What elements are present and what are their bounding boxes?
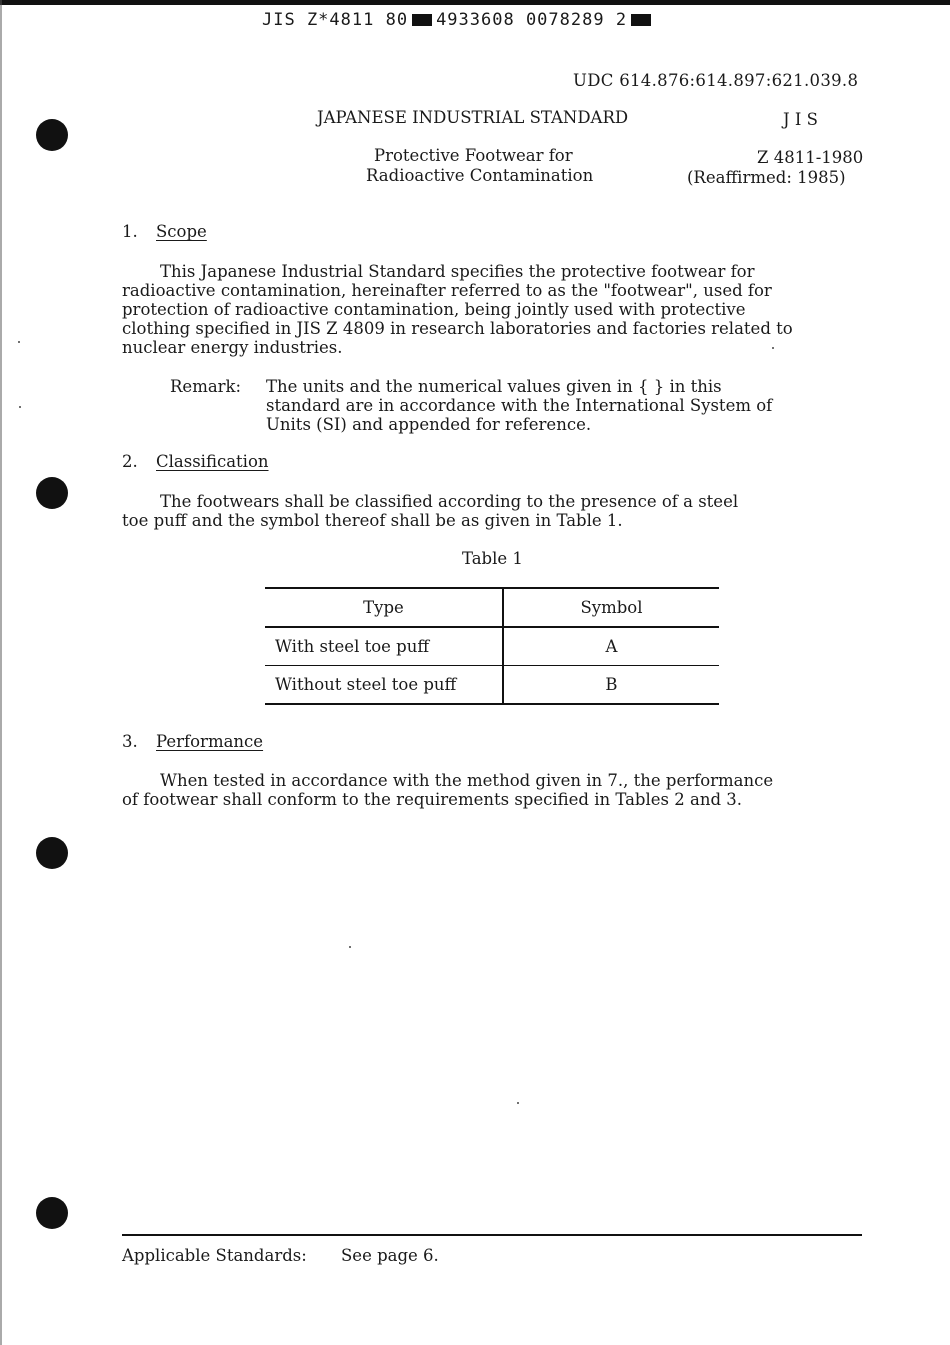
table-cell-type: Without steel toe puff — [265, 666, 503, 705]
punch-hole — [36, 119, 68, 151]
table-header-symbol: Symbol — [503, 588, 719, 627]
table-header-type: Type — [265, 588, 503, 627]
standard-type: JAPANESE INDUSTRIAL STANDARD — [317, 108, 629, 127]
section-2-number: 2. — [122, 452, 138, 471]
punch-hole — [36, 1197, 68, 1229]
table-header-row — [265, 588, 719, 627]
section-1-title: Scope — [156, 222, 207, 241]
table-cell-symbol: A — [503, 627, 719, 666]
section-2-title: Classification — [156, 452, 269, 471]
redaction-block — [631, 14, 651, 26]
title-line-1: Protective Footwear for — [374, 146, 573, 165]
scan-speck — [19, 406, 21, 408]
remark-label: Remark: — [170, 377, 242, 396]
scope-line-1: This Japanese Industrial Standard specifies the protective footwear for — [160, 262, 755, 281]
scope-line-5: nuclear energy industries. — [122, 338, 343, 357]
standard-number: Z 4811-1980 — [757, 148, 864, 167]
redaction-block — [412, 14, 432, 26]
footer-label: Applicable Standards: — [122, 1246, 307, 1265]
table-row — [265, 627, 719, 666]
punch-hole — [36, 837, 68, 869]
table-1-caption: Table 1 — [462, 549, 523, 568]
performance-line-1: When tested in accordance with the method given in 7., the performance — [160, 771, 774, 790]
table-row — [265, 666, 719, 705]
classification-line-1: The footwears shall be classified according to the presence of a steel — [160, 492, 739, 511]
table-cell-symbol: B — [503, 666, 719, 705]
punch-hole — [36, 477, 68, 509]
header-code-text: JIS Z*4811 80 — [262, 10, 409, 30]
footer-text: See page 6. — [341, 1246, 439, 1265]
remark-line-3: Units (SI) and appended for reference. — [266, 415, 592, 434]
scan-speck — [772, 347, 774, 349]
document-header-code — [262, 10, 702, 30]
title-line-2: Radioactive Contamination — [366, 166, 594, 185]
scope-line-4: clothing specified in JIS Z 4809 in research laboratories and factories related to — [122, 319, 793, 338]
performance-line-2: of footwear shall conform to the requirements specified in Tables 2 and 3. — [122, 790, 742, 809]
jis-mark: J I S — [783, 110, 818, 129]
table-1 — [265, 587, 719, 705]
table-cell-type: With steel toe puff — [265, 627, 503, 666]
footer-rule — [122, 1234, 862, 1236]
section-3-title: Performance — [156, 732, 264, 751]
reaffirmed-date: (Reaffirmed: 1985) — [687, 168, 846, 187]
scan-left-edge — [0, 0, 2, 1345]
section-3-number: 3. — [122, 732, 138, 751]
classification-line-2: toe puff and the symbol thereof shall be as given in Table 1. — [122, 511, 623, 530]
scan-top-border — [0, 0, 950, 5]
scan-speck — [517, 1102, 519, 1104]
scan-speck — [349, 946, 351, 948]
udc-code: UDC 614.876:614.897:621.039.8 — [573, 71, 859, 90]
section-1-number: 1. — [122, 222, 138, 241]
scope-line-3: protection of radioactive contamination, being jointly used with protective — [122, 300, 746, 319]
remark-line-2: standard are in accordance with the International System of — [266, 396, 773, 415]
scan-speck — [18, 341, 20, 343]
scope-line-2: radioactive contamination, hereinafter referred to as the "footwear", used for — [122, 281, 772, 300]
remark-line-1: The units and the numerical values given in { } in this — [266, 377, 722, 396]
header-code-tail-text: 4933608 0078289 2 — [436, 10, 628, 30]
